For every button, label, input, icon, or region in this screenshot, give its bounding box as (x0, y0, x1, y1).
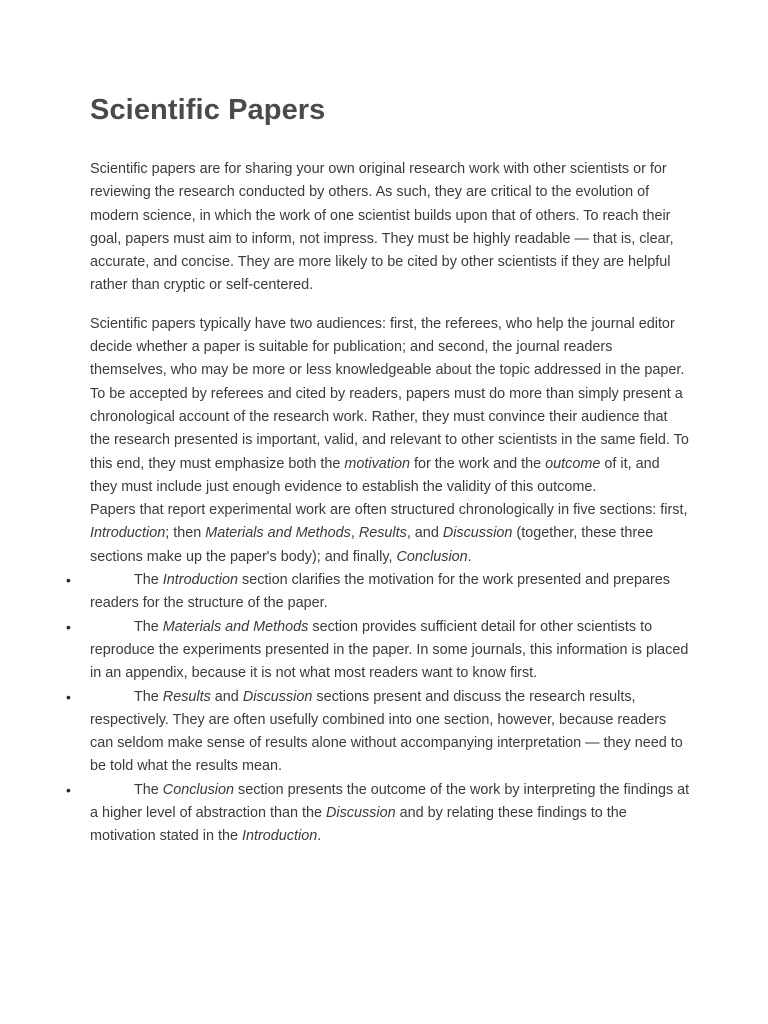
emphasis-discussion: Discussion (442, 525, 513, 542)
list-item-conclusion (66, 779, 690, 849)
emphasis-motivation: motivation (344, 455, 410, 472)
emphasis-discussion: Discussion (326, 805, 396, 822)
text-run: The (134, 781, 163, 798)
text-run: Papers that report experimental work are often structured chronologically in five sections: first, (90, 502, 688, 519)
paragraph-structure (90, 499, 690, 569)
bullet-icon: • (66, 618, 71, 635)
list-item-materials-methods (66, 616, 690, 686)
emphasis-materials-methods: Materials and Methods (162, 618, 309, 635)
text-run: (together, these three sections make up the paper's body); and finally, (90, 525, 654, 565)
text-run: The (134, 688, 163, 705)
paragraph-intro: Scientific papers are for sharing your own original research work with other scientists or for reviewing the research conducted by others. As such, they are critical to the evolution of modern science, in which the work of one scientist builds upon that of others. To reach their goal, papers must aim to inform, not impress. They must be highly readable — that is, clear, accurate, and concise. They are more likely to be cited by other scientists if they are helpful rather than cryptic or self-centered. (90, 161, 674, 294)
text-run: and (210, 688, 243, 705)
text-run: and by relating these findings to the motivation stated in the (90, 805, 627, 845)
emphasis-conclusion: Conclusion (162, 781, 234, 798)
text-run: Scientific papers typically have two audiences: first, the referees, who help the journal editor decide whether a paper is suitable for publication; and second, the journal readers themselves, who may be more or less knowledgeable about the topic addressed in the paper. To be accepted by referees and cited by readers, papers must do more than simply present a chronological account of the research work. Rather, they must convince their audience that the research presented is important, valid, and relevant to other scientists in the same field. To this end, they must emphasize both the (90, 315, 689, 472)
emphasis-introduction: Introduction (90, 525, 166, 542)
text-run: section clarifies the motivation for the work presented and prepares readers for the structure of the paper. (90, 572, 670, 612)
emphasis-discussion: Discussion (242, 688, 313, 705)
bullet-icon: • (66, 781, 71, 798)
text-run: . (317, 828, 322, 845)
list-item-introduction (66, 569, 690, 616)
emphasis-introduction: Introduction (162, 572, 238, 589)
emphasis-outcome: outcome (545, 455, 601, 472)
paragraph-audiences (90, 313, 690, 499)
text-run: The (134, 572, 163, 589)
emphasis-conclusion: Conclusion (396, 548, 468, 565)
text-run: , (350, 525, 359, 542)
text-run: ; then (165, 525, 206, 542)
text-run: , and (406, 525, 443, 542)
text-run: of it, and they must include just enough evidence to establish the validity of this outcome. (90, 455, 660, 495)
text-run: . (467, 548, 472, 565)
emphasis-results: Results (358, 525, 407, 542)
section-list (66, 569, 690, 849)
text-run: section presents the outcome of the work by interpreting the findings at a higher level of abstraction than the (90, 781, 690, 822)
emphasis-introduction: Introduction (242, 828, 318, 845)
bullet-icon: • (66, 572, 71, 589)
emphasis-results: Results (162, 688, 211, 705)
page-title: Scientific Papers (90, 94, 326, 126)
emphasis-materials-methods: Materials and Methods (205, 525, 351, 542)
list-item-results-discussion (66, 686, 690, 779)
document-page (66, 88, 690, 849)
text-run: for the work and the (409, 455, 546, 472)
text-run: section provides sufficient detail for other scientists to reproduce the experiments presented in the paper. In some journals, this information is placed in an appendix, because it is not what most readers want to know first. (90, 618, 689, 682)
text-run: sections present and discuss the research results, respectively. They are often usefully combined into one section, however, because readers can seldom make sense of results alone without accompanying interpretation — they need to be told what the results mean. (90, 688, 683, 775)
bullet-icon: • (66, 688, 71, 705)
text-run: The (134, 618, 163, 635)
